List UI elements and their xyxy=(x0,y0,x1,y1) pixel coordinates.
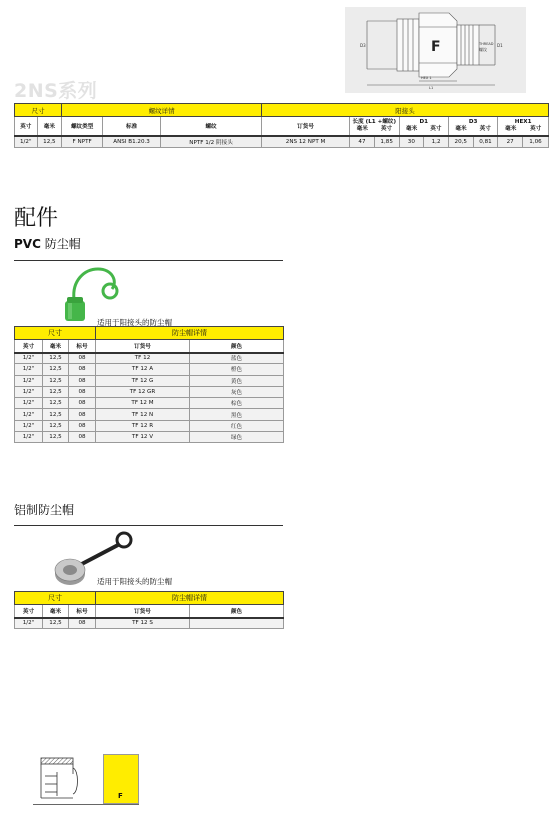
alu-caption: 适用于阳接头的防尘帽 xyxy=(97,577,172,586)
col-color: 颜色 xyxy=(190,340,284,353)
table-row xyxy=(15,420,284,431)
cell-color: 蓝色 xyxy=(190,353,284,364)
cell-mm: 12,5 xyxy=(43,375,69,386)
svg-text:D3: D3 xyxy=(360,43,366,48)
col-mm: 毫米 xyxy=(37,117,62,136)
svg-text:HEX 1: HEX 1 xyxy=(421,76,432,80)
thread-type-label: F xyxy=(118,792,123,800)
series-title: 2NS系列 xyxy=(14,80,98,102)
cell-mm: 12,5 xyxy=(43,409,69,420)
hex-header: HEX1 xyxy=(514,118,532,125)
svg-text:螺纹: 螺纹 xyxy=(479,47,487,52)
group-header-row xyxy=(15,104,549,117)
hex-mm: 毫米 xyxy=(505,125,517,132)
table-row xyxy=(15,409,284,420)
table-row xyxy=(15,398,284,409)
cell-inch: 1/2" xyxy=(15,409,43,420)
pvc-title-rest: 防尘帽 xyxy=(40,237,81,251)
cell-inch: 1/2" xyxy=(15,386,43,397)
cell-size-code: 08 xyxy=(69,353,96,364)
col-standard: 标准 xyxy=(103,117,161,136)
cell-inch: 1/2" xyxy=(15,375,43,386)
cell-d3-mm: 20,5 xyxy=(448,136,473,148)
col-d1 xyxy=(399,117,448,136)
cell-size-code: 08 xyxy=(69,375,96,386)
cell-size-code: 08 xyxy=(69,398,96,409)
col-order-no: 订货号 xyxy=(96,605,190,618)
cell-order-no: TF 12 M xyxy=(96,398,190,409)
cell-d1-inch: 1,2 xyxy=(424,136,449,148)
col-color: 颜色 xyxy=(190,605,284,618)
cell-color: 黄色 xyxy=(190,375,284,386)
svg-text:F: F xyxy=(431,39,441,55)
cell-inch: 1/2" xyxy=(15,618,43,629)
svg-text:L1: L1 xyxy=(429,86,434,90)
table-row xyxy=(15,136,549,148)
d3-inch: 英寸 xyxy=(479,125,491,132)
coupling-drawing-icon xyxy=(345,7,526,93)
cell-color: 灰色 xyxy=(190,386,284,397)
alu-title: 铝制防尘帽 xyxy=(14,503,75,517)
group-male: 阳接头 xyxy=(262,104,549,117)
cell-d3-inch: 0,81 xyxy=(473,136,498,148)
group-cap-details: 防尘帽详情 xyxy=(96,327,284,340)
group-thread: 螺纹详情 xyxy=(62,104,262,117)
svg-text:THREAD: THREAD xyxy=(479,42,494,46)
col-thread: 螺纹 xyxy=(161,117,262,136)
cell-mm: 12,5 xyxy=(43,364,69,375)
cell-mm: 12,5 xyxy=(43,353,69,364)
cell-order-no: TF 12 G xyxy=(96,375,190,386)
cell-color xyxy=(190,618,284,629)
cell-inch: 1/2" xyxy=(15,364,43,375)
section-title: 配件 xyxy=(14,206,59,231)
hex-inch: 英寸 xyxy=(529,125,542,132)
cell-hex-inch: 1,06 xyxy=(523,136,549,148)
cell-order-no: TF 12 V xyxy=(96,432,190,443)
group-size: 尺寸 xyxy=(15,104,62,117)
pvc-cap-table xyxy=(14,326,284,443)
d1-mm: 毫米 xyxy=(406,125,418,132)
thread-profile-icon xyxy=(33,754,103,804)
table-row xyxy=(15,353,284,364)
table-row xyxy=(15,375,284,386)
cell-size-code: 08 xyxy=(69,364,96,375)
cell-hex-mm: 27 xyxy=(498,136,523,148)
pvc-title xyxy=(14,235,81,252)
group-size: 尺寸 xyxy=(15,592,96,605)
cell-length-inch: 1,85 xyxy=(374,136,399,148)
col-mm: 毫米 xyxy=(43,340,69,353)
col-length xyxy=(350,117,399,136)
length-inch: 英寸 xyxy=(380,125,393,132)
cell-order-no: TF 12 GR xyxy=(96,386,190,397)
col-d3 xyxy=(448,117,497,136)
cell-mm: 12,5 xyxy=(43,386,69,397)
cell-size-code: 08 xyxy=(69,618,96,629)
length-mm: 毫米 xyxy=(356,125,368,132)
col-mm: 毫米 xyxy=(43,605,69,618)
table-row xyxy=(15,364,284,375)
cell-size-code: 08 xyxy=(69,420,96,431)
group-size: 尺寸 xyxy=(15,327,96,340)
cell-inch: 1/2" xyxy=(15,353,43,364)
cell-thread-type: F NPTF xyxy=(62,136,103,148)
table-row xyxy=(15,618,284,629)
group-header-row xyxy=(15,327,284,340)
cell-order-no: TF 12 R xyxy=(96,420,190,431)
cell-mm: 12,5 xyxy=(43,618,69,629)
cell-mm: 12,5 xyxy=(43,432,69,443)
cell-color: 橙色 xyxy=(190,364,284,375)
alu-cap-table xyxy=(14,591,284,629)
column-header-row xyxy=(15,340,284,353)
cell-size-code: 08 xyxy=(69,409,96,420)
cell-d1-mm: 30 xyxy=(399,136,424,148)
col-inch: 英寸 xyxy=(15,340,43,353)
cell-order-no: TF 12 N xyxy=(96,409,190,420)
cell-order-no: TF 12 xyxy=(96,353,190,364)
divider xyxy=(14,525,283,526)
svg-text:D1: D1 xyxy=(497,43,503,48)
cell-order-no: 2NS 12 NPT M xyxy=(262,136,350,148)
pvc-title-bold: PVC xyxy=(14,237,41,251)
col-order-no: 订货号 xyxy=(262,117,350,136)
cell-color: 红色 xyxy=(190,420,284,431)
col-hex xyxy=(498,117,549,136)
cell-length-mm: 47 xyxy=(350,136,375,148)
cell-size-code: 08 xyxy=(69,432,96,443)
cell-standard: ANSI B1.20.3 xyxy=(103,136,161,148)
col-thread-type: 螺纹类型 xyxy=(62,117,103,136)
table-row xyxy=(15,432,284,443)
cell-inch: 1/2" xyxy=(15,432,43,443)
cell-inch: 1/2" xyxy=(15,398,43,409)
pvc-dust-cap-icon xyxy=(60,263,128,325)
col-order-no: 订货号 xyxy=(96,340,190,353)
cell-inch: 1/2" xyxy=(15,420,43,431)
cell-mm: 12,5 xyxy=(37,136,62,148)
cell-mm: 12,5 xyxy=(43,420,69,431)
col-inch: 英寸 xyxy=(15,605,43,618)
cell-mm: 12,5 xyxy=(43,398,69,409)
thread-type-badge xyxy=(103,754,139,804)
cell-color: 黑色 xyxy=(190,409,284,420)
col-size-code: 标号 xyxy=(69,605,96,618)
col-size-code: 标号 xyxy=(69,340,96,353)
cell-order-no: TF 12 S xyxy=(96,618,190,629)
cell-size-code: 08 xyxy=(69,386,96,397)
d1-header: D1 xyxy=(419,118,428,125)
column-header-row xyxy=(15,605,284,618)
col-inch: 英寸 xyxy=(15,117,38,136)
cell-inch: 1/2" xyxy=(15,136,38,148)
table-row xyxy=(15,386,284,397)
divider xyxy=(33,804,139,805)
group-header-row xyxy=(15,592,284,605)
divider xyxy=(14,260,283,261)
column-header-row xyxy=(15,117,549,136)
pvc-caption: 适用于阳接头的防尘帽 xyxy=(97,318,172,327)
main-spec-table xyxy=(14,103,549,148)
length-header: 长度 (L1 +螺纹) xyxy=(352,118,397,125)
d3-mm: 毫米 xyxy=(455,125,467,132)
d1-inch: 英寸 xyxy=(430,125,442,132)
cell-color: 绿色 xyxy=(190,432,284,443)
cell-color: 棕色 xyxy=(190,398,284,409)
cell-thread: NPTF 1/2 阴接头 xyxy=(161,136,262,148)
d3-header: D3 xyxy=(468,118,478,125)
cell-order-no: TF 12 A xyxy=(96,364,190,375)
group-cap-details: 防尘帽详情 xyxy=(96,592,284,605)
